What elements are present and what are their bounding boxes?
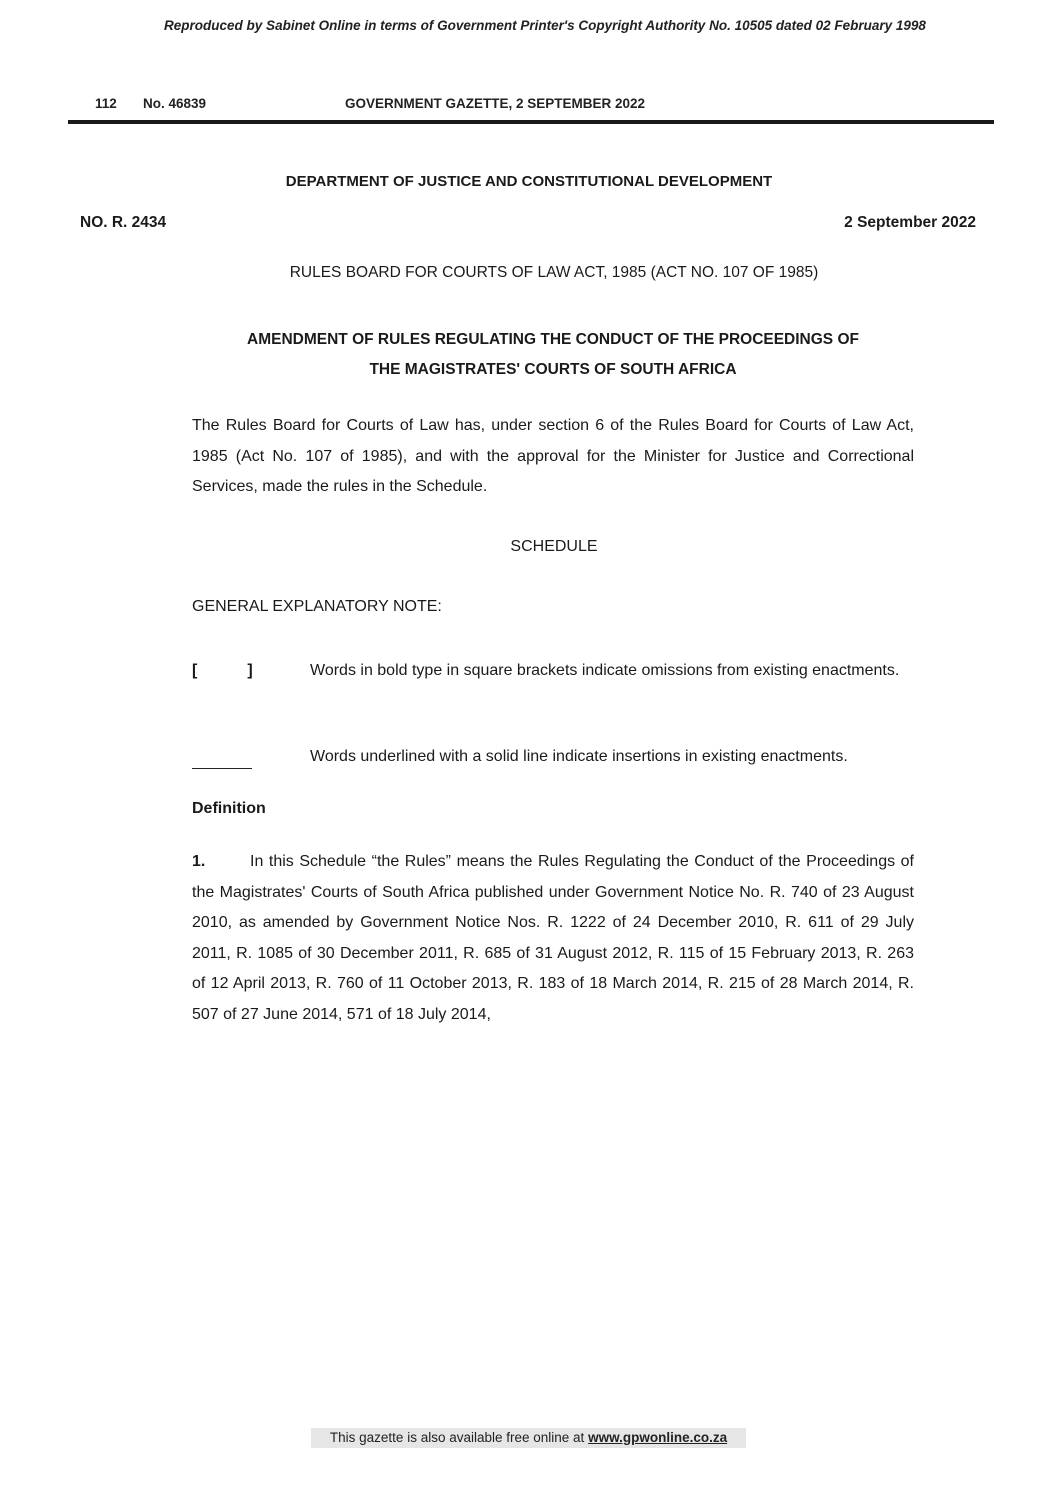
bracket-open: [ [192, 662, 198, 679]
definition-text: In this Schedule “the Rules” means the Rules Regulating the Conduct of the Proceedings of the Magistrates' Courts of South Africa published under Government Notice No. R. 740 of 23 August 2010, as amended by Government Notice Nos. R. 1222 of 24 December 2010, R. 611 of 29 July 2011, R. 1085 of 30 December 2011, R. 685 of 31 August 2012, R. 115 of 15 February 2013, R. 263 of 12 April 2013, R. 760 of 11 October 2013, R. 183 of 18 March 2014, R. 215 of 28 March 2014, R. 507 of 27 June 2014, 571 of 18 July 2014, [192, 853, 914, 1023]
page-number: 112 [95, 96, 117, 111]
footer-text: This gazette is also available free online at [329, 1430, 585, 1445]
amendment-title-line-1: AMENDMENT OF RULES REGULATING THE CONDUCT OF THE PROCEEDINGS OF [247, 331, 859, 348]
schedule-heading: SCHEDULE [510, 538, 598, 555]
amendment-title-line-2: THE MAGISTRATES' COURTS OF SOUTH AFRICA [369, 361, 737, 378]
reproduction-notice: Reproduced by Sabinet Online in terms of Government Printer's Copyright Authority No. 10505 dated 02 February 1998 [164, 18, 926, 33]
gazette-number: No. 46839 [143, 96, 207, 111]
omissions-note [192, 656, 914, 687]
department-title: DEPARTMENT OF JUSTICE AND CONSTITUTIONAL DEVELOPMENT [285, 173, 773, 190]
notice-number: NO. R. 2434 [80, 214, 167, 231]
definition-paragraph [192, 847, 914, 1030]
amendment-title [192, 325, 914, 385]
act-title: RULES BOARD FOR COURTS OF LAW ACT, 1985 (ACT NO. 107 OF 1985) [289, 264, 819, 281]
omissions-text: Words in bold type in square brackets indicate omissions from existing enactments. [310, 662, 900, 679]
bracket-symbol [192, 656, 310, 687]
definition-heading: Definition [192, 800, 266, 817]
intro-paragraph: The Rules Board for Courts of Law has, under section 6 of the Rules Board for Courts of Law Act, 1985 (Act No. 107 of 1985), and with the approval for the Minister for Justice and Correctional Services, made the rules in the Schedule. [192, 417, 914, 495]
header-rule [68, 120, 994, 124]
bracket-close: ] [247, 662, 253, 679]
footer-link[interactable]: www.gpwonline.co.za [588, 1430, 728, 1445]
gazette-header [95, 96, 645, 111]
underline-symbol [192, 768, 252, 769]
gazette-title: GOVERNMENT GAZETTE, 2 SEPTEMBER 2022 [345, 96, 646, 111]
definition-number: 1. [192, 853, 206, 870]
insertions-text: Words underlined with a solid line indicate insertions in existing enactments. [310, 748, 848, 765]
general-note-heading: GENERAL EXPLANATORY NOTE: [192, 598, 442, 615]
notice-date: 2 September 2022 [844, 214, 976, 231]
footer-banner [311, 1428, 746, 1448]
